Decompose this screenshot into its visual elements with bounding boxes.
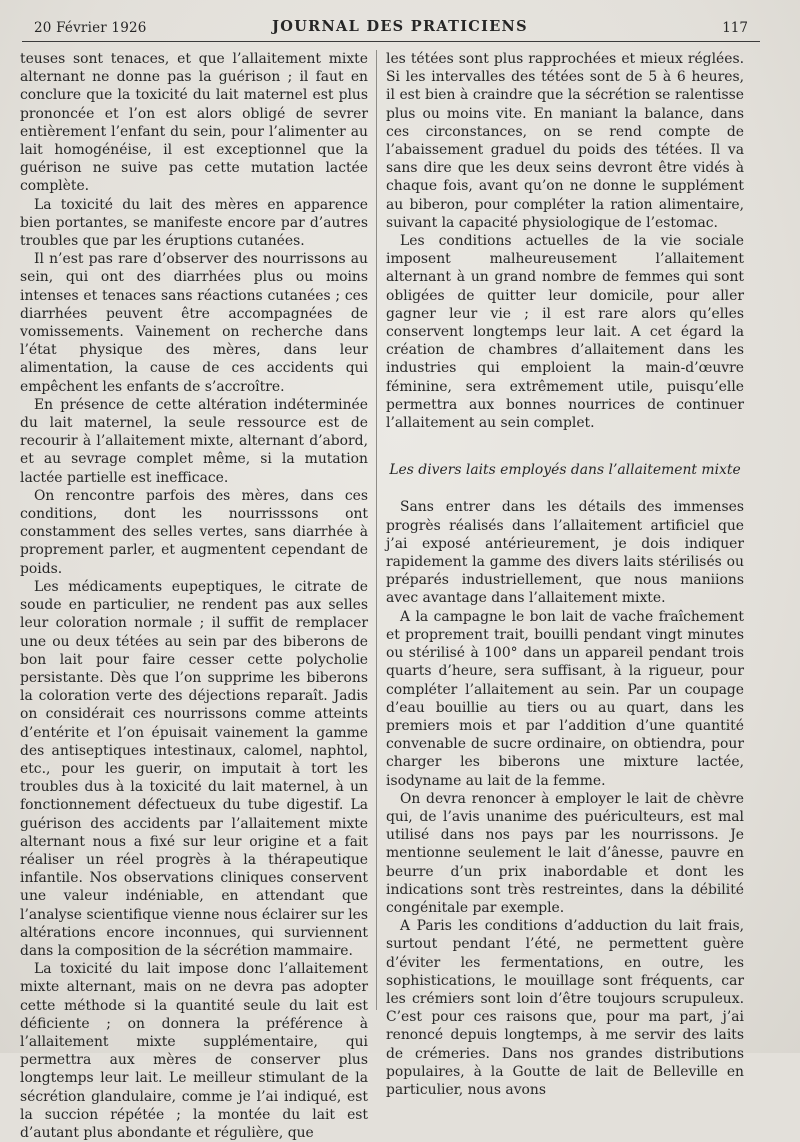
column-divider	[376, 50, 377, 1010]
page-header	[0, 14, 800, 44]
paragraph: Les médicaments eupeptiques, le citrate de soude en particulier, ne rendent pas aux selles leur coloration normale ; il suffit de remplacer une ou deux tétées au sein par des biberons de bon lait pour faire cesser cette polycholie persistante. Dès que l’on supprime les biberons la coloration verte des déjections reparaît. Jadis on considérait ces nourrissons comme atteints d’entérite et l’on épuisait vainement la gamme des antiseptiques intestinaux, calomel, naphtol, etc., pour les guerir, on imputait à tort les troubles dus à la toxicité du lait maternel, à un fonctionnement défectueux du tube digestif. La guérison des accidents par l’allaitement mixte alternant nous a fixé sur leur origine et a fait réaliser un réel progrès à la thérapeutique infantile. Nos observations cliniques conservent une valeur indéniable, en attendant que l’analyse scientifique vienne nous éclairer sur les altérations encore inconnues, qui surviennent dans la composition de la sécrétion mammaire.	[20, 578, 368, 959]
paragraph: A la campagne le bon lait de vache fraîchement et proprement trait, bouilli pendant vingt minutes ou stérilisé à 100° dans un appareil pendant trois quarts d’heure, sera suffisant, à la rigueur, pour compléter l’allaitement au sein. Par un coupage d’eau bouillie au tiers ou au quart, dans les premiers mois et par l’addition d’une quantité convenable de sucre ordinaire, on obtiendra, pour charger les biberons une mixture lactée, isodyname au lait de la femme.	[386, 608, 744, 789]
section-heading: Les divers laits employés dans l’allaitement mixte	[389, 462, 741, 479]
paragraph: En présence de cette altération indéterminée du lait maternel, la seule ressource est de recourir à l’allaitement mixte, alternant d’abord, et au sevrage complet même, si la mutation lactée partielle est inefficace.	[20, 396, 368, 486]
right-column	[386, 50, 744, 1098]
paragraph: A Paris les conditions d’adduction du lait frais, surtout pendant l’été, ne permettent guère d’éviter les fermentations, en outre, les sophistications, le mouillage sont fréquents, car les crémiers sont loin d’être toujours scrupuleux. C’est pour ces raisons que, pour ma part, j’ai renoncé depuis longtemps, à me servir des laits de crémeries. Dans nos grandes distributions populaires, à la Goutte de lait de Belleville en particulier, nous avons	[386, 918, 744, 1098]
paragraph: On rencontre parfois des mères, dans ces conditions, dont les nourrisssons ont constamment des selles vertes, sans diarrhée à proprement parler, et augmentent cependant de poids.	[20, 487, 368, 577]
page-number: 117	[722, 20, 748, 36]
paragraph: Il n’est pas rare d’observer des nourrissons au sein, qui ont des diarrhées plus ou moins intenses et tenaces sans réactions cutanées ; ces diarrhées peuvent être accompagnées de vomissements. Vainement on recherche dans l’état physique des mères, dans leur alimentation, la cause de ces accidents qui empêchent les enfants de s’accroître.	[20, 251, 368, 395]
paragraph: les tétées sont plus rapprochées et mieux réglées. Si les intervalles des tétées sont de 5 à 6 heures, il est bien à craindre que la sécrétion se ralentisse plus ou moins vite. En maniant la balance, dans ces circonstances, on se rend compte de l’abaissement graduel du poids des tétées. Il va sans dire que les deux seins devront être vidés à chaque fois, avant qu’on ne donne le supplément au biberon, pour compléter la ration alimentaire, suivant la capacité physiologique de l’estomac.	[386, 51, 744, 231]
paragraph: Sans entrer dans les détails des immenses progrès réalisés dans l’allaitement artificiel que j’ai exposé antérieurement, je dois indiquer rapidement la gamme des divers laits stérilisés ou préparés industriellement, que nous maniions avec avantage dans l’allaitement mixte.	[386, 499, 744, 607]
paragraph: On devra renoncer à employer le lait de chèvre qui, de l’avis unanime des puériculteurs, est mal utilisé dans nos pays par les nourrissons. Je mentionne seulement le lait d’ânesse, pauvre en beurre d’un prix inabordable et dont les indications sont très restreintes, dans la débilité congénitale par exemple.	[386, 790, 744, 916]
journal-title: JOURNAL DES PRATICIENS	[272, 18, 528, 35]
paragraph: La toxicité du lait des mères en apparence bien portantes, se manifeste encore par d’autres troubles que par les éruptions cutanées.	[20, 196, 368, 250]
header-date: 20 Février 1926	[34, 20, 147, 36]
left-column	[20, 50, 368, 1141]
paragraph: La toxicité du lait impose donc l’allaitement mixte alternant, mais on ne devra pas adopter cette méthode si la quantité seule du lait est déficiente ; on donnera la préférence à l’allaitement mixte supplémentaire, qui permettra aux mères de conserver plus longtemps leur lait. Le meilleur stimulant de la sécrétion glandulaire, comme je l’ai indiqué, est la succion répétée ; la montée du lait est d’autant plus abondante et régulière, que	[20, 961, 368, 1141]
paragraph: teuses sont tenaces, et que l’allaitement mixte alternant ne donne pas la guérison ; il faut en conclure que la toxicité du lait maternel est plus prononcée et l’on est alors obligé de sevrer entièrement l’enfant du sein, pour l’alimenter au lait homogénéise, il est exceptionnel que la guérison ne suive pas cette mutation lactée complète.	[20, 51, 368, 195]
paragraph: Les conditions actuelles de la vie sociale imposent malheureusement l’allaitement alternant à un grand nombre de femmes qui sont obligées de quitter leur domicile, pour aller gagner leur vie ; il est rare alors qu’elles conservent longtemps leur lait. A cet égard la création de chambres d’allaitement dans les industries qui emploient la main-d’œuvre féminine, sera extrêmement utile, puisqu’elle permettra aux bonnes nourrices de continuer l’allaitement au sein complet.	[386, 233, 744, 432]
header-rule	[22, 41, 760, 42]
